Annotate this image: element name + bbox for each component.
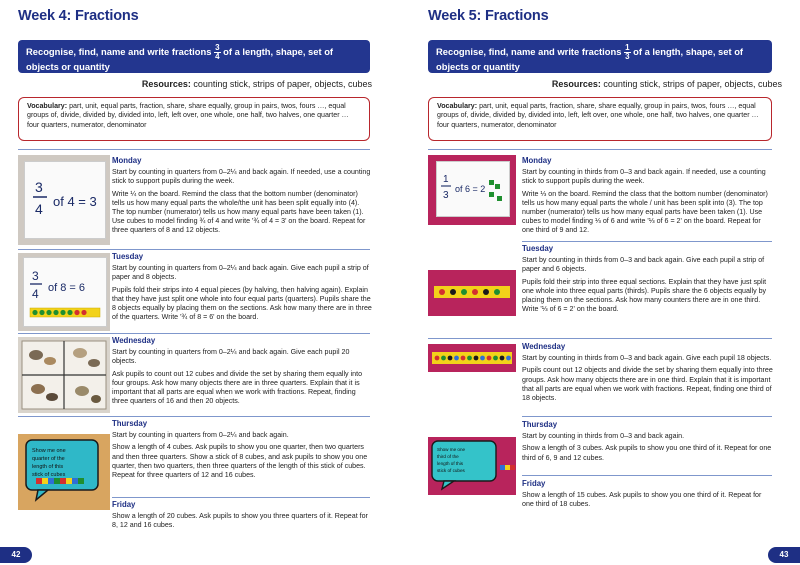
counter — [439, 289, 445, 295]
wednesday-photo — [18, 337, 110, 413]
counter — [67, 310, 72, 315]
cube — [66, 478, 72, 484]
paragraph: Pupils fold their strip into three equal sections. Explain that they have just split one whole into three equal parts (thirds). Pupils share the 6 objects equally by placing them on the sections. Ask how many counters there are in one third. Write '⅓ of 6 = 2' on the board. — [522, 277, 767, 314]
day-title: Monday — [522, 156, 552, 165]
paragraph: Write ⅓ on the board. Remind the class that the bottom number (denominator) tells us how many equal parts the whole / unit has been split into (3). The top number (numerator) tells us how many equal parts have been taken (1). Use cubes to model finding ⅓ of 6 and write '⅓ of 6 = 2' on the board. Repeat for one third of 9 and 12. — [522, 189, 768, 235]
day-wednesday — [112, 336, 372, 409]
whiteboard-sketch — [24, 258, 106, 326]
cube — [42, 478, 48, 484]
resources-line — [552, 79, 782, 89]
paragraph: Start by counting in quarters from 0–2¼ and back again. If needed, use a counting stick to support pupils during the week. — [112, 168, 371, 186]
objective-text-end: of a length, shape, set of objects or quantity — [26, 45, 334, 72]
svg-text:length of this: length of this — [437, 461, 464, 466]
speech-bubble-text: Show me one quarter of the length of this stick of cubes — [18, 434, 43, 435]
counter — [494, 289, 500, 295]
paragraph: Start by counting in quarters from 0–2¼ and back again. Give each pupil a strip of paper and 8 objects. — [112, 264, 369, 282]
handwritten-fraction-denominator: 3 — [443, 190, 449, 201]
paragraph: Show a length of 15 cubes. Ask pupils to show you one third of it. Repeat for one third of 18 cubes. — [522, 491, 762, 509]
objective-text: Recognise, find, name and write fractions — [26, 45, 212, 57]
day-title: Wednesday — [112, 336, 156, 345]
paper-strip-image — [428, 344, 516, 372]
objective-fraction — [214, 44, 220, 61]
cube — [48, 478, 54, 484]
paragraph: Show a length of 3 cubes. Ask pupils to show you one third of it. Repeat for one third of 6, 9 and 12 cubes. — [522, 444, 772, 462]
day-title: Thursday — [112, 419, 148, 428]
divider — [522, 416, 772, 417]
objective-text: Recognise, find, name and write fractions — [436, 45, 622, 57]
resources-list: counting stick, strips of paper, objects, cubes — [603, 79, 782, 89]
day-title: Friday — [522, 479, 546, 488]
paper-strip-image — [428, 270, 516, 316]
day-title: Monday — [112, 156, 142, 165]
vocabulary-text: part, unit, equal parts, fraction, share, share equally, group in pairs, twos, fours …, equal groups of, divide, divided by, divided into, left, left over, one whole, one half, two halves, one quarter … four quarters, numerator, denominator — [437, 102, 759, 129]
day-tuesday — [522, 244, 774, 317]
cube — [54, 478, 60, 484]
counter — [480, 356, 485, 361]
svg-text:quarter of the: quarter of the — [32, 456, 65, 462]
counter — [461, 356, 466, 361]
divider — [522, 475, 772, 476]
resources-label: Resources: — [141, 79, 191, 89]
page-number: 42 — [0, 547, 32, 563]
objective-fraction — [624, 44, 630, 61]
monday-photo — [428, 155, 516, 225]
divider — [18, 249, 370, 250]
counter — [60, 310, 65, 315]
vocabulary-text: part, unit, equal parts, fraction, share, share equally, group in pairs, twos, fours …, equal groups of, divide, divided by, divided into, left, left over, one whole, one half, two halves, one quarter … four quarters, numerator, denominator — [27, 102, 349, 129]
handwritten-fraction-numerator: 1 — [443, 174, 449, 185]
paragraph: Start by counting in thirds from 0–3 and back again. Give each pupil a strip of paper and 6 objects. — [522, 256, 765, 274]
divider — [18, 149, 370, 150]
paragraph: Show a length of 4 cubes. Ask pupils to show you one quarter, then two quarters and then three quarters. Show a stick of 8 cubes, and ask pupils to show you one quarter, then two quarters, then three quarters of the length of this stick of cubes. Repeat for three quarters of 12 and 16 cubes. — [112, 443, 368, 480]
whiteboard-sketch — [25, 162, 105, 238]
paragraph: Start by counting in thirds from 0–3 and back again. — [522, 432, 685, 441]
tuesday-photo — [428, 270, 516, 316]
divider — [522, 241, 772, 242]
objective-banner — [18, 40, 370, 73]
counter — [448, 356, 453, 361]
counter — [450, 289, 456, 295]
day-title: Wednesday — [522, 342, 566, 351]
day-monday — [112, 156, 372, 239]
handwritten-fraction-denominator: 4 — [32, 287, 39, 301]
tuesday-photo — [18, 253, 110, 331]
day-title: Tuesday — [522, 244, 554, 253]
svg-text:Show me one: Show me one — [32, 448, 66, 454]
objective-banner — [428, 40, 772, 73]
resources-list: counting stick, strips of paper, objects, cubes — [193, 79, 372, 89]
monday-photo — [18, 155, 110, 245]
thursday-photo — [428, 437, 516, 495]
whiteboard-image — [436, 161, 510, 217]
speech-bubble-text: Show me one third of the length of this stick of cubes — [428, 437, 452, 438]
day-title: Friday — [112, 500, 136, 509]
fraction-numerator: 1 — [625, 43, 630, 52]
divider — [428, 338, 772, 339]
vocabulary-label: Vocabulary: — [27, 102, 68, 110]
day-thursday — [112, 419, 372, 483]
counter — [500, 356, 505, 361]
cube — [78, 478, 84, 484]
counter — [81, 310, 86, 315]
paragraph: Start by counting in quarters from 0–2¼ and back again. — [112, 431, 289, 440]
objective-text-end: of a length, shape, set of objects or quantity — [436, 45, 744, 72]
counter — [487, 356, 492, 361]
day-thursday — [522, 420, 774, 466]
speech-bubble-image — [428, 437, 516, 495]
paragraph: Pupils count out 12 objects and divide the set by sharing them equally into three groups. Ask how many objects there are in one third. Explain that it is important that all parts are equal when we work with fractions. Repeat, finding one third of 18 objects. — [522, 366, 773, 403]
fraction-denominator: 4 — [215, 52, 220, 61]
handwritten-equation: of 6 = 2 — [455, 184, 486, 194]
day-wednesday — [522, 342, 774, 406]
counter — [506, 356, 511, 361]
counter — [46, 310, 51, 315]
paragraph: Start by counting in thirds from 0–3 and back again. If needed, use a counting stick to support pupils during the week. — [522, 168, 766, 186]
svg-text:Show me one: Show me one — [437, 447, 466, 452]
handwritten-equation: of 4 = 3 — [53, 194, 97, 209]
whiteboard-image — [23, 257, 107, 327]
counter — [435, 356, 440, 361]
fraction-denominator: 3 — [625, 52, 630, 61]
counter — [467, 356, 472, 361]
sorting-mat-image — [18, 337, 110, 413]
fraction-numerator: 3 — [215, 43, 220, 52]
handwritten-fraction-numerator: 3 — [32, 269, 39, 283]
week-title: Week 5: Fractions — [428, 8, 549, 24]
counter — [461, 289, 467, 295]
resources-line — [142, 79, 372, 89]
counter — [53, 310, 58, 315]
day-tuesday — [112, 252, 372, 325]
counter — [39, 310, 44, 315]
cube — [60, 478, 66, 484]
svg-text:stick of cubes: stick of cubes — [32, 472, 66, 478]
counter — [74, 310, 79, 315]
divider — [18, 333, 370, 334]
paragraph: Write ¼ on the board. Remind the class that the bottom number (denominator) tells us how many equal parts the whole/the unit has been split equally into (4). The top number (numerator) tells us how many equal parts have been taken (1). Use cubes to model finding ¾ of 4 and write '¾ of 4 = 3' on the board. Repeat for three quarters of 8 and 12 objects. — [112, 189, 366, 235]
thursday-photo — [18, 434, 110, 510]
handwritten-fraction-numerator: 3 — [35, 179, 43, 195]
cube — [72, 478, 78, 484]
divider — [428, 149, 772, 150]
counter — [441, 356, 446, 361]
counter — [472, 289, 478, 295]
svg-text:length of this: length of this — [32, 464, 64, 470]
speech-bubble-image — [18, 434, 110, 510]
paragraph: Pupils fold their strips into 4 equal pieces (by halving, then halving again). Explain that they have just split one whole into four equal parts (quarters). Pupils share the 8 objects equally by placing them on the sections. Ask how many there are in three of the quarters. Write '¾ of 8 = 6' on the board. — [112, 285, 372, 322]
handwritten-fraction-denominator: 4 — [35, 201, 43, 217]
divider — [18, 416, 370, 417]
counter — [493, 356, 498, 361]
page-43 — [400, 0, 800, 565]
vocabulary-box — [428, 97, 772, 141]
day-title: Tuesday — [112, 252, 144, 261]
paragraph: Show a length of 20 cubes. Ask pupils to show you three quarters of it. Repeat for 8, 12 and 16 cubes. — [112, 512, 368, 530]
day-friday — [522, 479, 774, 513]
week-title: Week 4: Fractions — [18, 8, 139, 24]
wednesday-photo — [428, 344, 516, 372]
day-friday — [112, 500, 372, 534]
svg-text:third of the: third of the — [437, 454, 459, 459]
paragraph: Ask pupils to count out 12 cubes and divide the set by sharing them equally into four groups. Ask how many objects there are in three quarters. Explain that it is important that all parts are equal when we work with fractions. Repeat, finding three quarters of 16 and then 20 objects. — [112, 369, 363, 406]
divider — [112, 497, 370, 498]
whiteboard-image — [24, 161, 106, 239]
counter — [483, 289, 489, 295]
counter — [454, 356, 459, 361]
page-number: 43 — [768, 547, 800, 563]
resources-label: Resources: — [551, 79, 601, 89]
vocabulary-label: Vocabulary: — [437, 102, 478, 110]
paragraph: Start by counting in thirds from 0–3 and back again. Give each pupil 18 objects. — [522, 354, 772, 363]
svg-text:stick of cubes: stick of cubes — [437, 468, 465, 473]
counter — [474, 356, 479, 361]
day-title: Thursday — [522, 420, 558, 429]
cube — [36, 478, 42, 484]
handwritten-equation: of 8 = 6 — [48, 282, 86, 294]
whiteboard-sketch — [437, 162, 509, 216]
paragraph: Start by counting in quarters from 0–2¼ and back again. Give each pupil 20 objects. — [112, 348, 350, 366]
vocabulary-box — [18, 97, 370, 141]
day-monday — [522, 156, 774, 239]
counter — [32, 310, 37, 315]
